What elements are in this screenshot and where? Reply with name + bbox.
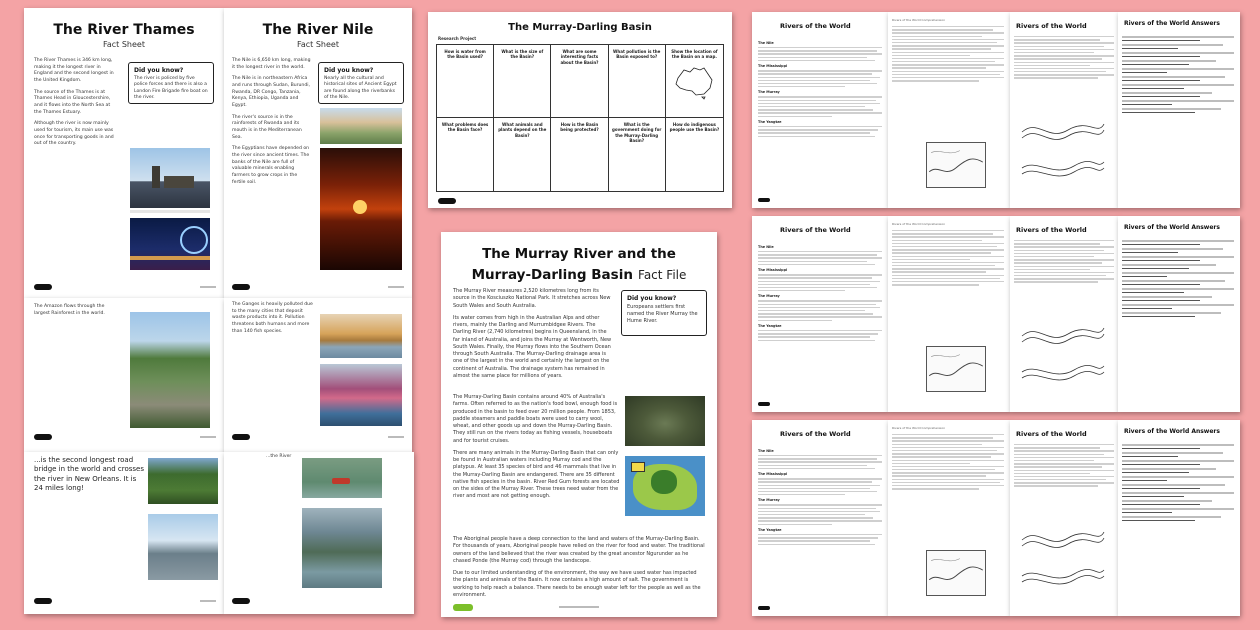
factfile-did-you-know (621, 290, 707, 336)
ganges-city-photo (320, 314, 402, 358)
nile-para-3: The river's source is in the rainforests of Rwanda and its mouth is in the Mediterranean Sea. (232, 114, 302, 140)
research-question: What pollution is the Basin exposed to? (609, 45, 666, 118)
factfile-intro (453, 288, 613, 385)
research-question: How is the Basin being protected? (551, 118, 608, 191)
amazon-text: The Amazon flows through the largest Rainforest in the world. (34, 304, 105, 316)
ws-body (1014, 36, 1114, 81)
twinkl-logo (34, 284, 52, 290)
london-skyline-photo (130, 148, 210, 208)
factfile-title-line-2-wrap (441, 264, 717, 283)
ws-header: Rivers of the World Comprehension (892, 426, 946, 430)
river-outline-drawing (1018, 112, 1108, 192)
ws-section: The Mississippi (758, 64, 788, 69)
thames-para-3: Although the river is now mainly used for tourism, its main use was once for transporting goods in and out of the country. (34, 121, 114, 147)
nile-dyk-heading: Did you know? (324, 67, 374, 74)
rivers-worksheet-q-3 (1010, 420, 1118, 616)
ws-answers-title: Rivers of the World Answers (1124, 428, 1220, 435)
rivers-answers-2 (1118, 216, 1240, 412)
nile-dyk-text: Nearly all the cultural and historical sites of Ancient Egypt are found along the riverbanks of the Nile. (324, 76, 397, 101)
mississippi-fact-sheet (24, 452, 224, 614)
ws-body (758, 38, 882, 139)
twinkl-logo (232, 598, 250, 604)
thames-dyk-text: The river is policed by five police forces and there is also a London Fire Brigade fire boat on the river. (134, 76, 208, 101)
factfile-dyk-heading: Did you know? (627, 295, 677, 302)
thames-did-you-know (128, 62, 214, 104)
rivers-worksheet-text-1 (752, 12, 888, 208)
ws-title: Rivers of the World (780, 22, 851, 30)
rivers-worksheet-map-1 (888, 12, 1010, 208)
ws-title: Rivers of the World (780, 226, 851, 234)
mississippi-forest-photo (148, 458, 218, 504)
research-question: How do indigenous people use the Basin? (669, 122, 720, 133)
yangtze-corner-text: ...the River (266, 454, 292, 459)
rivers-worksheet-text-2 (752, 216, 888, 412)
ws-answers-title: Rivers of the World Answers (1124, 224, 1220, 231)
ws-header: Rivers of the World Comprehension (892, 18, 946, 22)
amazon-fact-sheet (24, 298, 224, 452)
rivers-worksheet-map-2 (888, 216, 1010, 412)
nile-para-4: The Egyptians have depended on the river since ancient times. The banks of the Nile are full of valuable minerals enabling farmers to grow crops in the fertile soil. (232, 146, 310, 185)
nile-desert-photo (320, 108, 402, 144)
ws-section: The Nile (758, 245, 774, 249)
twinkl-logo (232, 434, 250, 440)
murray-fact-file-sheet (441, 232, 717, 617)
nile-subtitle: Fact Sheet (297, 40, 339, 49)
thames-para-1: The River Thames is 346 km long, making it the longest river in England and the second longest in the United Kingdom. (34, 58, 114, 83)
river-map-drawing (926, 142, 986, 188)
factfile-footer (559, 606, 599, 608)
research-question: What is the government doing for the Murray-Darling Basin? (609, 118, 666, 191)
ws-title: Rivers of the World (1016, 430, 1087, 438)
research-label: Research Project (438, 36, 477, 41)
research-map-cell (666, 45, 723, 118)
ws-title: Rivers of the World (1016, 226, 1087, 234)
ws-body (758, 446, 882, 547)
thames-dyk-heading: Did you know? (134, 67, 184, 74)
ws-section: The Mississippi (758, 472, 788, 477)
research-grid (436, 44, 724, 192)
nile-sunset-photo (320, 148, 402, 270)
murray-cod-photo (625, 396, 705, 446)
ws-header: Rivers of the World Comprehension (892, 222, 946, 226)
factfile-para-5: The Aboriginal people have a deep connection to the land and waters of the Murray-Darling Basin. For thousands of years, Aboriginal people have relied on the river for food and water. The traditional owners of the land believed that the river was created by the great ancestor Ngurunder as he chased Ponde (the Murray cod) through the landscope. (453, 536, 705, 564)
yangtze-boat-photo (302, 458, 382, 498)
factfile-para-3: The Murray-Darling Basin contains around 40% of Australia's farms. Often referred to as the nation's food bowl, enough food is produced in the basin to feed over 20 million people. From 1853, paddle steamers and paddle boats were used to carry wool, wheat, and other goods up and down the Murray-Darling Basin. They still run on the rivers today as fishing vessels, houseboats and for tourist cruises. (453, 394, 618, 444)
research-question: What are some interesting facts about the Basin? (551, 45, 608, 118)
factfile-title-suffix: Fact File (638, 268, 687, 282)
river-map-drawing (926, 550, 986, 596)
factfile-para-6: Due to our limited understanding of the environment, the way we have used water has impacted the plants and animals of the Basin. It now contains a high amount of salt. The government is working to help reach a balance. There needs to be enough water left for the people as well as the environment. (453, 570, 701, 598)
factfile-para-2: Its water comes from high in the Australian Alps and other rivers, mainly the Darling and Murrumbidgee Rivers. The Darling River (2,740 kilometres) begins in Queensland, in the far inland of Australia, and joins the Murray at Wentworth, New South Wales. Finally, the Murray flows into the Southern Ocean through South Australia. The Murray-Darling drainage area is one of the largest in the world and certainly the largest on the continent of Australia. The drainage system has remained in almost the same place for millions of years. (453, 314, 612, 379)
rivers-worksheet-map-3 (888, 420, 1010, 616)
twinkl-logo (758, 402, 770, 406)
yangtze-gorge-photo (302, 508, 382, 588)
ws-section: The Nile (758, 449, 774, 453)
river-map-drawing (926, 346, 986, 392)
nile-did-you-know (318, 62, 404, 104)
australia-outline-icon (672, 64, 716, 100)
factfile-para-1: The Murray River measures 2,520 kilometres long from its source in the Kosciuszko National Park. It stretches across New South Wales and South Australia. (453, 288, 611, 309)
thames-title: The River Thames (53, 22, 195, 38)
nile-body (232, 58, 312, 191)
ganges-text: The Ganges is heavily polluted due to the many cities that deposit waste products into it. Pollution threatens both humans and more than 140 fish species. (232, 302, 313, 334)
mississippi-flood-photo (148, 514, 218, 580)
ws-section: The Yangtze (758, 119, 782, 124)
ws-section: The Murray (758, 294, 780, 299)
research-question: Show the location of the Basin on a map. (671, 49, 718, 60)
ganges-bathers-photo (320, 364, 402, 426)
factfile-title-line-2: Murray-Darling Basin (471, 267, 633, 283)
research-project-sheet (428, 12, 732, 208)
mississippi-footer (200, 600, 216, 602)
factfile-title-line-1: The Murray River and the (482, 246, 676, 262)
yangtze-fact-sheet (224, 452, 414, 614)
research-title: The Murray-Darling Basin (508, 22, 652, 33)
thames-para-2: The source of the Thames is at Thames Head in Gloucestershire, and it flows into the North Sea at the Thames Estuary. (34, 89, 111, 115)
twinkl-logo (34, 598, 52, 604)
amazon-footer (200, 436, 216, 438)
nile-title: The River Nile (262, 22, 374, 38)
river-outline-drawing (1018, 316, 1108, 396)
ws-body (1014, 240, 1114, 285)
ws-section: The Yangtze (758, 527, 782, 532)
thames-body (34, 58, 119, 153)
thames-photo-caption-1 (130, 210, 210, 213)
ws-section: The Murray (758, 90, 780, 95)
ws-answers-title: Rivers of the World Answers (1124, 20, 1220, 27)
ws-title: Rivers of the World (780, 430, 851, 438)
research-question: What animals and plants depend on the Basin? (494, 118, 551, 191)
ws-section: The Yangtze (758, 323, 782, 328)
answers-body (1122, 36, 1234, 116)
research-question: What problems does the Basin face? (437, 118, 494, 191)
research-question: What is the size of the Basin? (494, 45, 551, 118)
nile-para-1: The Nile is 6,650 km long, making it the longest river in the world. (232, 58, 311, 70)
answers-body (1122, 240, 1234, 320)
rivers-worksheet-q-1 (1010, 12, 1118, 208)
ws-body (758, 242, 882, 343)
rivers-worksheet-q-2 (1010, 216, 1118, 412)
factfile-dyk-text: Europeans settlers first named the River Murray the Hume River. (627, 304, 698, 324)
factfile-body (453, 394, 621, 506)
london-eye-night-photo (130, 218, 210, 270)
ws-title: Rivers of the World (1016, 22, 1087, 30)
twinkl-logo (232, 284, 250, 290)
thames-subtitle: Fact Sheet (103, 40, 145, 49)
mississippi-text: ...is the second longest road bridge in the world and crosses the river in New Orleans. It is 24 miles long! (34, 456, 145, 493)
ws-body (892, 26, 1004, 83)
ws-body (892, 434, 1004, 491)
nile-fact-sheet (224, 8, 412, 298)
twinkl-logo (34, 434, 52, 440)
nile-footer (388, 286, 404, 288)
ws-section: The Mississippi (758, 268, 788, 273)
ganges-fact-sheet (224, 298, 412, 452)
twinkl-logo (758, 606, 770, 610)
nile-para-2: The Nile is in northeastern Africa and runs through Sudan, Burundi, Rwanda, DR Congo, Tanzania, Kenya, Ethiopia, Uganda and Egypt. (232, 76, 310, 108)
thames-footer (200, 286, 216, 288)
ws-body (1014, 444, 1114, 489)
twinkl-green-logo (453, 604, 473, 611)
rivers-worksheet-text-3 (752, 420, 888, 616)
thames-fact-sheet (24, 8, 224, 298)
ws-section: The Murray (758, 498, 780, 503)
rivers-answers-1 (1118, 12, 1240, 208)
rivers-answers-3 (1118, 420, 1240, 616)
ganges-footer (388, 436, 404, 438)
ws-section: The Nile (758, 41, 774, 45)
river-outline-drawing (1018, 520, 1108, 600)
twinkl-logo (758, 198, 770, 202)
factfile-body-wide (453, 536, 705, 604)
amazon-valley-photo (130, 312, 210, 428)
basin-map-photo (625, 456, 705, 516)
factfile-para-4: There are many animals in the Murray-Darling Basin that can only be found in Australian waters including Murray cod and the platypus. At least 35 species of bird and 46 mammals that live in the Murray-Darling Basin are endangered. There are 35 different native fish species in the basin. River Red Gum forests are located on the sides of the Murray River. These trees need water from the river and most are not getting enough. (453, 449, 620, 500)
research-question: How is water from the Basin used? (437, 45, 494, 118)
ws-body (892, 230, 1004, 287)
twinkl-logo (438, 198, 456, 204)
answers-body (1122, 444, 1234, 524)
